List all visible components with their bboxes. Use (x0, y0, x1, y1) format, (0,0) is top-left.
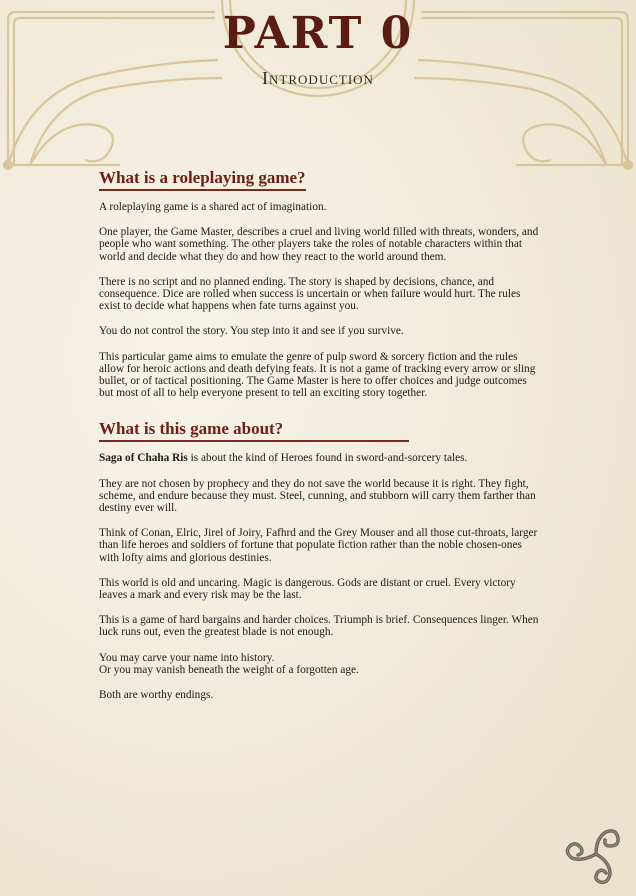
paragraph: This is a game of hard bargains and harder choices. Triumph is brief. Consequences linger. When luck runs out, even the greatest blade is not enough. (99, 614, 539, 639)
part-title: PART 0 (222, 8, 414, 59)
page-content (99, 168, 544, 714)
paragraph-final: Both are worthy endings. (99, 689, 214, 702)
paragraph: One player, the Game Master, describes a cruel and living world filled with threats, wonders, and people who want something. The other players take the roles of notable characters within that world and decide what they do and how they react to the world around them. (99, 226, 539, 263)
part-subtitle: Introduction (262, 68, 374, 88)
paragraph: There is no script and no planned ending. The story is shaped by decisions, chance, and consequence. Dice are rolled when success is uncertain or when failure would hurt. The rules exist to decide what happens when fate turns against you. (99, 275, 521, 313)
paragraph: They are not chosen by prophecy and they do not save the world because it is right. They fight, scheme, and endure because they must. Steel, cunning, and stubborn will carry them farther than destiny ever will. (99, 477, 536, 515)
paragraph: A roleplaying game is a shared act of imagination. (99, 201, 327, 213)
paragraph: This world is old and uncaring. Magic is dangerous. Gods are distant or cruel. Every victory leaves a mark and every risk may be the last. (99, 576, 516, 602)
triskele-icon (560, 818, 632, 890)
book-title: Saga of Chaha Ris (99, 452, 188, 465)
paragraph-closing (99, 652, 544, 676)
paragraph: You do not control the story. You step into it and see if you survive. (99, 325, 404, 338)
closing-line-2: Or you may vanish beneath the weight of a forgotten age. (99, 663, 359, 676)
paragraph-intro (99, 452, 544, 464)
paragraph: This particular game aims to emulate the genre of pulp sword & sorcery fiction and the rules allow for heroic actions and death defying feats. It is not a game of tracking every arrow or sling bullet, or of tactical positioning. The Game Master is here to offer choices and judge outcomes but most of all to help everyone present to tell an exciting story together. (99, 350, 536, 400)
intro-rest: is about the kind of Heroes found in sword-and-sorcery tales. (187, 452, 468, 465)
section-heading-game-about: What is this game about? (99, 419, 409, 442)
section-heading-roleplaying: What is a roleplaying game? (99, 168, 306, 191)
paragraph: Think of Conan, Elric, Jirel of Joiry, Fafhrd and the Grey Mouser and all those cut-throats, larger than life heroes and soldiers of fortune that populate fiction rather than the noble chosen-ones with lofty aims and glorious destinies. (99, 527, 538, 564)
closing-line-1: You may carve your name into history. (99, 651, 275, 664)
